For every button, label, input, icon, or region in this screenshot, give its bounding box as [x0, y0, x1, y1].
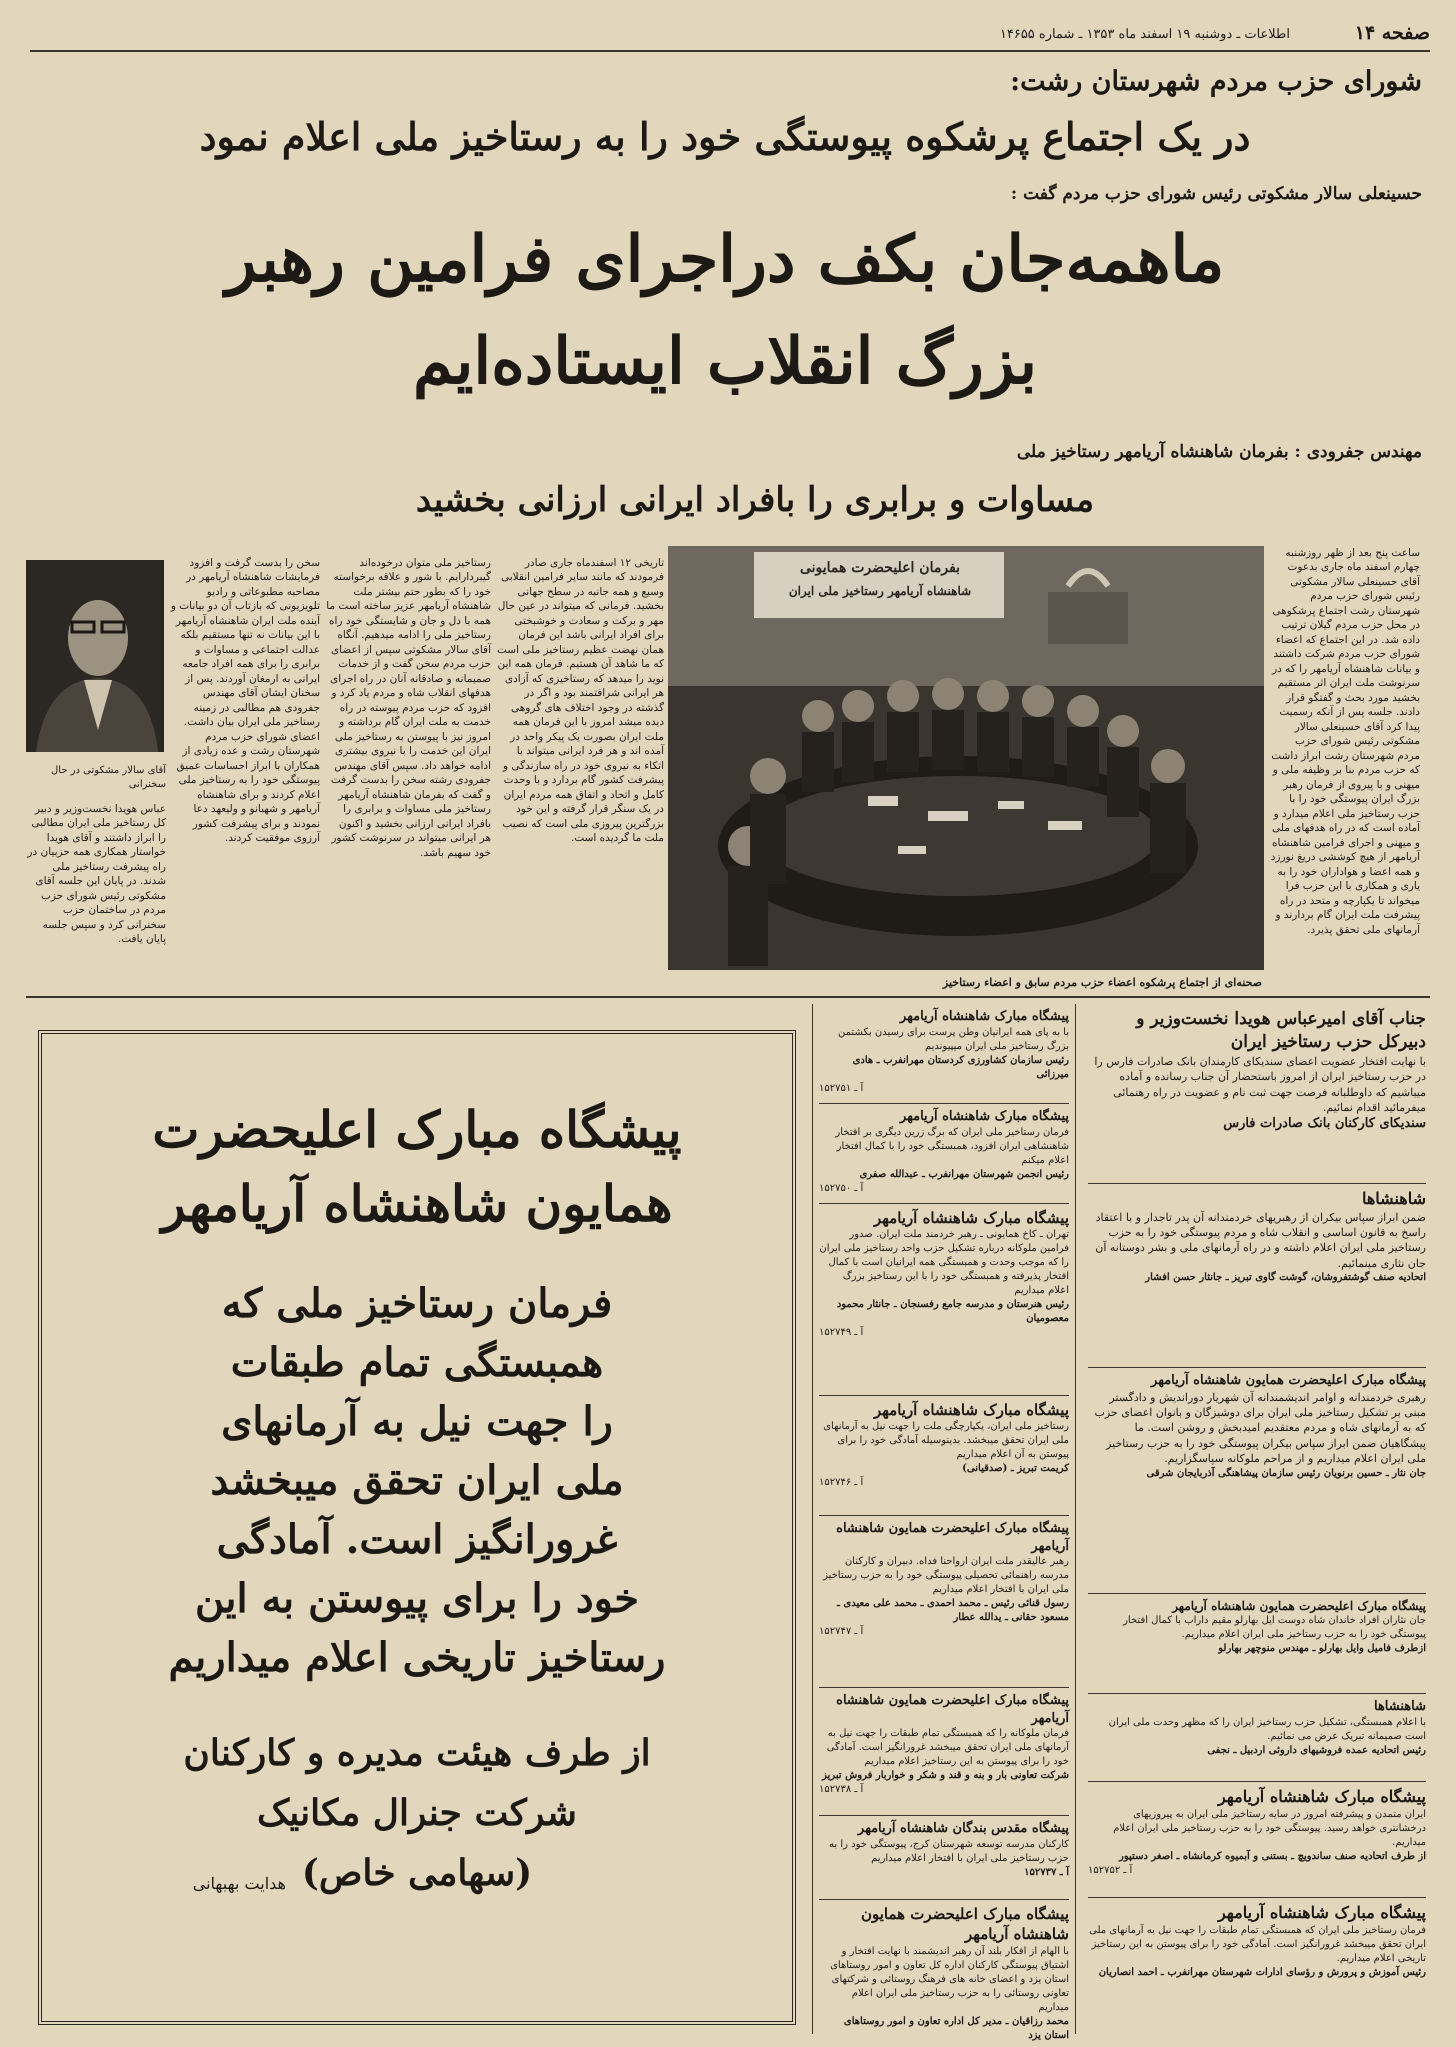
section-rule: [26, 996, 1430, 998]
right-ad-5-body: با اعلام همبستگی، تشکیل حزب رستاخیز ایران را که مظهر وحدت ملی ایران است صمیمانه تبریک عرض می نمائیم.: [1108, 1716, 1426, 1742]
big-ad-from-2: شرکت جنرال مکانیک: [257, 1792, 577, 1834]
mid-ad-3-body: تهران ـ کاخ همایونی ـ رهبر خردمند ملت ایران. صدور فرامین ملوکانه درباره تشکیل حزب واحد رستاخیز ملی ایران را که موجب وحدت و همبستگی همه ایرانیان است با کمال افتخار پذیرفته و همبستگی خود را با این رستاخیز بزرگ اعلام میداریم: [819, 1229, 1069, 1297]
big-ad-line-7: رستاخیز تاریخی اعلام میداریم: [168, 1634, 666, 1681]
right-ad-7-sign: رئیس آموزش و پرورش و رؤسای ادارات شهرستان مهرانفرب ـ احمد انصاریان: [1098, 1966, 1426, 1978]
right-ad-4-title: پیشگاه مبارک اعلیحضرت همایون شاهنشاه آریامهر: [1172, 1599, 1426, 1613]
article-col-mid-left: رستاخیز ملی متوان درخوده‌اند گیبردارایم. با شور و علاقه برخواسته خود را که بطور حتم بیشتر ملت شاهنشاه آریامهر عزیز ساخته است ما همه با دل و جان و شایستگی خود راه رستاخیز ملی را ادامه میدهیم. آنگاه آقای سالار مشکوتی سپس از اعضای حزب مردم سخن گفت و از خدمات صمیمانه و صادقانه آنان در راه اجرای هدفهای انقلاب شاه و مردم یاد کرد و افزود که حزب مردم پیوسته در راه خدمت به ملت ایران گام برداشته و امروز نیز با پیوستن به رستاخیز ملی ایران این خدمت را با نیروی بیشتری ادامه خواهد داد. سپس آقای مهندس جفرودی رشته سخن را بدست گرفت و گفت که بفرمان شاهنشاه آریامهر رستاخیز ملی مساوات و برابری را بافراد ایرانی ارزانی بخشید و اکنون هر ایرانی میتواند در سرنوشت کشور خود سهیم باشد.: [326, 557, 491, 859]
mid-ad-2-sign: رئیس انجمن شهرستان مهرانفرب ـ عبدالله صفری: [859, 1168, 1069, 1180]
right-ad-6-body: ایران متمدن و پیشرفته امروز در سایه رستاخیز ملی ایران به پیروزیهای درخشانتری خواهد رسید. پیوستگی خود را به حزب رستاخیز ملی ایران اعلام میداریم.: [1113, 1808, 1426, 1848]
right-ad-3: [1088, 1372, 1426, 1594]
mid-ad-7: [819, 1820, 1069, 1900]
mid-ad-7-sign: آ ـ ۱۵۲۷۳۷: [1024, 1866, 1069, 1878]
right-ad-1-title: جناب آقای امیرعباس هویدا نخست‌وزیر و دبیرکل حزب رستاخیز ایران: [1136, 1009, 1426, 1052]
right-ad-5-sign: رئیس اتحادیه عمده فروشیهای داروئی اردبیل ـ نجفی: [1207, 1744, 1426, 1756]
mid-ad-5-code: آ ـ ۱۵۲۷۴۷: [819, 1626, 864, 1638]
mid-ad-8: [819, 1904, 1069, 2041]
big-ad-body: [42, 1274, 792, 1687]
right-ad-6-sign: از طرف اتحادیه صنف ساندویچ ـ بستنی و آبمیوه کرمانشاه ـ اصغر دستپور: [1119, 1850, 1426, 1862]
right-ad-6-title: پیشگاه مبارک شاهنشاه آریامهر: [1217, 1787, 1426, 1806]
right-ad-4: [1088, 1598, 1426, 1694]
engineer-kicker: مهندس جفرودی : بفرمان شاهنشاه آریامهر رستاخیز ملی: [1016, 442, 1422, 462]
article-col-far-left: عباس هویدا نخست‌وزیر و دبیر کل رستاخیز ملی ایران مطالبی را ابراز داشتند و آقای هویدا خواستار همکاری همه حزبیان در راه پیشرفت رستاخیز ملی شدند. در پایان این جلسه آقای مشکوتی رئیس شورای حزب مردم در ساختمان حزب سخنرانی کرد و سپس جلسه پایان یافت.: [27, 803, 166, 946]
mid-ad-1: [819, 1008, 1069, 1104]
article-col-left: سخن را بدست گرفت و افزود فرمایشات شاهنشاه آریامهر در مصاحبه مطبوعاتی و رادیو تلویزیونی که بازتاب آن دو بیانات و آینده ملت ایران شاهنشاه آریامهر با این بیانات نه تنها مستقیم بلکه عدالت اجتماعی و مساوات و برابری را برای همه افراد جامعه ایرانی به ارمغان آوردند. پس از سخنان ایشان آقای مهندس جفرودی هم مطالبی در زمینه رستاخیز ملی ایران بیان داشت. اعضای شورای حزب مردم شهرستان رشت و عده زیادی از همکاران با ابراز احساسات عمیق پیوستگی خود را به رستاخیز ملی اعلام کردند و برای شاهنشاه آریامهر و شهبانو و ولیعهد دعا نمودند و برای پیشرفت کشور آرزوی موفقیت کردند.: [170, 557, 320, 845]
article-col-right: ساعت پنج بعد از ظهر روزشنبه چهارم اسفند ماه جاری بدعوت آقای حسینعلی سالار مشکوتی رئیس شورای حزب مردم شهرستان رشت اجتماع پرشکوهی در محل حزب مردم گیلان ترتیب داده شد. در این اجتماع که اعضاء شورای حزب مردم شرکت داشتند و بیانات شاهنشاه آریامهر را که در سرنوشت ملت ایران اثر مستقیم بخشید مورد بحث و گفتگو قرار دادند. جلسه پس از آنکه رسمیت پیدا کرد آقای حسینعلی سالار مشکوتی رئیس شورای حزب مردم شهرستان رشت ابراز داشت که حزب مردم بنا بر وظیفه ملی و میهنی و با پیروی از فرمان رهبر بزرگ ایران پیوستگی خود را با حزب رستاخیز ملی اعلام میدارد و آماده است که در راه هدفهای ملی و میهنی و اجرای فرامین شاهنشاه آریامهر از هیچ کوششی دریغ نورزد و همه اعضا و هواداران خود را به یاری و همکاری با این حزب فرا میخواند تا یکپارچه و متحد در راه پیشرفت ملت ایران گام بردارند و آرمانهای ملی تحقق پذیرد.: [1270, 547, 1420, 936]
mid-ad-3-code: آ ـ ۱۵۲۷۴۹: [819, 1327, 864, 1339]
mid-ad-6-title: پیشگاه مبارک اعلیحضرت همایون شاهنشاه آریامهر: [836, 1693, 1069, 1726]
right-ad-3-body: رهبری خردمندانه و اوامر اندیشمندانه آن شهریار دوراندیش و دادگستر مبنی بر تشکیل رستاخیز ملی ایران برای دوشیزگان و بانوان اعضای حزب که به آرمانهای شاه و مردم معتقدیم امیدبخش و روشن است. ما پیشگاهیان ضمن ابراز سپاس بیکران پیوستگی خود را به حزب رستاخیز ملی ایران اعلام میداریم و از مراحم ملوکانه سپاسگزاریم.: [1094, 1390, 1426, 1466]
big-ad-line-4: ملی ایران تحقق میبخشد: [210, 1457, 624, 1504]
mid-ad-2: [819, 1108, 1069, 1204]
mid-ad-8-sign: محمد رزاقیان ـ مدیر کل اداره تعاون و امور روستاهای استان یزد: [843, 2015, 1069, 2041]
article-col-mid-right: تاریخی ۱۲ اسفندماه جاری صادر فرمودند که مانند سایر فرامین انقلابی وسیع و همه جانبه در سطح جهانی بخشید. فرمانی که میتواند در عین حال مهر و برکت و سعادت و خوشبختی برای افراد ایرانی باشد این فرمان همان نهضت عظیم رستاخیز ملی است که ما شاهد آن هستیم. فرمان همه این نوید را میدهد که رستاخیزی که آزادی هر ایرانی شرافتمند بود و اگر در گذشته در وجود اختلاف های گروهی دیده میشد امروز با این فرمان همه ملت ایران بصورت یک پیکر واحد در آمده اند و هر فرد ایرانی میتواند با اتکاء به نیروی خود در راه سازندگی و پیشرفت کشور گام بردارد و با وحدت کامل و اتحاد و اتفاق همه مردم ایران در یک سنگر قرار گرفته و این خود بزرگترین پیروزی ملی است که نصیب ملت ما گردیده است.: [497, 557, 664, 845]
mid-ad-4-body: رستاخیز ملی ایران، یکپارچگی ملت را جهت نیل به آرمانهای ملی ایران تحقق میبخشد. بدینوسیله آمادگی خود را برای پیوستن به آن اعلام میداریم: [823, 1421, 1069, 1461]
big-ad-title-2: همایون شاهنشاه آریامهر: [161, 1174, 673, 1233]
main-headline-2: بزرگ انقلاب ایستاده‌ایم: [413, 324, 1037, 399]
right-ad-5: [1088, 1698, 1426, 1782]
big-ad-signature: هدایت بهبهانی: [192, 1874, 286, 1893]
masthead-rule: [30, 50, 1430, 52]
mid-ad-5-body: رهبر عالیقدر ملت ایران ارواحنا فداه. دبیران و کارکنان مدرسه راهنمائی تحصیلی پیوستگی خود را به حزب رستاخیز ملی ایران با افتخار اعلام میداریم: [823, 1556, 1069, 1596]
page-label: صفحه ۱۴: [1354, 22, 1430, 44]
mid-ad-2-title: پیشگاه مبارک شاهنشاه آریامهر: [899, 1109, 1069, 1124]
speaker-silhouette: [26, 560, 164, 752]
right-ad-2-sign: اتحادیه صنف گوشتفروشان، گوشت گاوی تبریز ـ جانثار حسن افشار: [1145, 1272, 1426, 1284]
right-ad-7-title: پیشگاه مبارک شاهنشاه آریامهر: [1217, 1903, 1426, 1922]
main-headline-1: ماهمه‌جان بکف دراجرای فرامین رهبر: [225, 222, 1225, 297]
right-ad-6-code: آ ـ ۱۵۲۷۵۲: [1088, 1864, 1133, 1876]
right-ad-2-title: شاهنشاها: [1361, 1189, 1426, 1208]
mid-ad-8-body: با الهام از افکار بلند آن رهبر اندیشمند با نهایت افتخار و اشتیاق پیوستگی کارکنان اداره کل تعاون و امور روستاهای استان یزد و اعضای خانه های فرهنگ روستائی و شرکتهای تعاونی روستائی را به حزب رستاخیز ملی ایران اعلام میداریم: [830, 1945, 1069, 2013]
mid-ad-5-title: پیشگاه مبارک اعلیحضرت همایون شاهنشاه آریامهر: [836, 1521, 1069, 1554]
right-ad-3-sign: جان نثار ـ حسین برنویان رئیس سازمان پیشاهنگی آذربایجان شرقی: [1146, 1467, 1426, 1479]
mid-ad-5-sign: رسول قنائی رئیس ـ محمد احمدی ـ محمد علی معیدی ـ مسعود حقانی ـ یدالله عطار: [837, 1598, 1069, 1624]
speaker-photo: [26, 560, 164, 752]
headline: در یک اجتماع پرشکوه پیوستگی خود را به رستاخیز ملی اعلام نمود: [199, 114, 1251, 159]
mid-ad-4-sign: کریمت تبریز ـ (صدقیانی): [962, 1463, 1069, 1475]
mid-ad-4: [819, 1400, 1069, 1516]
big-ad-title-1: پیشگاه مبارک اعلیحضرت: [152, 1100, 682, 1159]
mid-ad-3: [819, 1208, 1069, 1396]
issue-line: اطلاعات ـ دوشنبه ۱۹ اسفند ماه ۱۳۵۳ ـ شماره ۱۴۶۵۵: [999, 27, 1290, 42]
right-ad-6: [1088, 1786, 1426, 1898]
right-ad-7-body: فرمان رستاخیز ملی ایران که همبستگی تمام طبقات را جهت نیل به آرمانهای ملی ایران تحقق میبخشد غرورانگیز است. آمادگی خود را برای پیوستن به این رستاخیز تاریخی اعلام میداریم.: [1089, 1924, 1426, 1964]
mid-ad-6-body: فرمان ملوکانه را که همبستگی تمام طبقات را جهت نیل به آرمانهای ملی ایران تحقق میبخشد غرورانگیز است. آمادگی خود را برای پیوستن به این رستاخیز اعلام میداریم: [826, 1728, 1069, 1768]
mid-ad-6-code: آ ـ ۱۵۲۷۳۸: [819, 1784, 864, 1796]
mid-ad-1-title: پیشگاه مبارک شاهنشاه آریامهر: [899, 1009, 1069, 1024]
right-ads-column: [1084, 1004, 1430, 2034]
right-ad-2: [1088, 1188, 1426, 1368]
masthead: [30, 22, 1430, 48]
meeting-banner-line-2: شاهنشاه آریامهر رستاخیز ملی ایران: [788, 584, 972, 598]
mid-ad-2-body: فرمان رستاخیز ملی ایران که برگ زرین دیگری بر افتخار شاهنشاهی ایران افزود، همبستگی خود را با کمال افتخار اعلام میکنم: [835, 1126, 1069, 1166]
big-ad-from-3: (سهامی خاص): [301, 1852, 533, 1894]
big-ad-line-1: فرمان رستاخیز ملی که: [221, 1280, 613, 1327]
mid-ad-7-body: کارکنان مدرسه توسعه شهرستان کرج، پیوستگی خود را به حزب رستاخیز ملی ایران با افتخار اعلام میداریم: [829, 1838, 1069, 1864]
right-ad-1: [1088, 1008, 1426, 1184]
mid-ad-2-code: آ ـ ۱۵۲۷۵۰: [819, 1182, 864, 1194]
meeting-scene: [668, 546, 1264, 970]
big-ad-line-6: خود را برای پیوستن به این: [194, 1575, 640, 1622]
kicker: شورای حزب مردم شهرستان رشت:: [1010, 66, 1422, 97]
engineer-headline: مساوات و برابری را بافراد ایرانی ارزانی بخشید: [415, 480, 1095, 520]
right-ad-7: [1088, 1902, 1426, 2030]
big-ad-line-3: را جهت نیل به آرمانهای: [221, 1398, 613, 1445]
meeting-photo-caption: صحنه‌ای از اجتماع پرشکوه اعضاء حزب مردم سابق و اعضاء رستاخیز: [942, 976, 1262, 989]
meeting-photo: [668, 546, 1264, 970]
mid-ad-1-code: آ ـ ۱۵۲۷۵۱: [819, 1082, 864, 1094]
mid-ad-5: [819, 1520, 1069, 1688]
mid-ad-4-code: آ ـ ۱۵۲۷۴۶: [819, 1477, 864, 1489]
big-ad-line-5: غرورانگیز است. آمادگی: [216, 1516, 618, 1563]
mid-ad-6: [819, 1692, 1069, 1816]
right-ad-1-sign: سندیکای کارکنان بانک صادرات فارس: [1223, 1116, 1426, 1132]
speaker-photo-caption: آقای سالار مشکوتی در حال سخنرانی: [51, 765, 166, 790]
meeting-banner-line-1: بفرمان اعلیحضرت همایونی: [799, 560, 961, 576]
mid-ad-8-title: پیشگاه مبارک اعلیحضرت همایون شاهنشاه آریامهر: [860, 1905, 1069, 1944]
subkicker: حسینعلی سالار مشکوتی رئیس شورای حزب مردم گفت :: [1010, 184, 1422, 204]
big-ad-line-2: همبستگی تمام طبقات: [230, 1339, 604, 1386]
big-ad-from-1: از طرف هیئت مدیره و کارکنان: [183, 1732, 651, 1774]
mid-ad-3-title: پیشگاه مبارک شاهنشاه آریامهر: [873, 1209, 1069, 1227]
mid-ad-4-title: پیشگاه مبارک شاهنشاه آریامهر: [873, 1401, 1069, 1419]
mid-ad-1-body: با به پای همه ایرانیان وطن پرست برای رسیدن بکشتمن بزرگ رستاخیز ملی ایران میپیوندیم: [838, 1026, 1069, 1052]
right-ad-1-body: با نهایت افتخار عضویت اعضای سندیکای کارمندان بانک صادرات فارس را در حزب رستاخیز ایران از امروز باستحضار آن جناب رسانده و آماده میباشیم که داوطلبانه فرصت جهت ثبت نام و عضویت در راه رهنمائی میفرمائید اقدام نمائیم.: [1094, 1054, 1426, 1115]
big-ad-frame: [38, 1030, 796, 2025]
right-ad-5-title: شاهنشاها: [1373, 1699, 1426, 1714]
mid-ad-6-sign: شرکت تعاونی بار و بنه و قند و شکر و خواربار فروش تبریز: [821, 1770, 1069, 1782]
right-ad-3-title: پیشگاه مبارک اعلیحضرت همایون شاهنشاه آریامهر: [1151, 1373, 1426, 1388]
right-ad-4-body: جان نثاران افراد خاندان شاه دوست ایل بهارلو مقیم داراب با کمال افتخار پیوستگی خود را به حزب رستاخیز ملی ایران اعلام میداریم.: [1123, 1615, 1426, 1641]
middle-ads-column: [812, 1004, 1076, 2041]
mid-ad-7-title: پیشگاه مقدس بندگان شاهنشاه آریامهر: [857, 1821, 1069, 1836]
mid-ad-3-sign: رئیس هنرستان و مدرسه جامع رفسنجان ـ جانثار محمود معصومیان: [836, 1299, 1069, 1325]
mid-ad-1-sign: رئیس سازمان کشاورزی کردستان مهرانفرب ـ هادی میرزائی: [852, 1054, 1069, 1080]
right-ad-4-sign: ازطرف فامیل وایل بهارلو ـ مهندس منوچهر بهارلو: [1218, 1643, 1426, 1655]
right-ad-2-body: ضمن ابراز سپاس بیکران از رهبریهای خردمندانه آن پدر تاجدار و با اعتقاد راسخ به قانون اساسی و انقلاب شاه و مردم پیوستگی خود را به حزب رستاخیز ملی ایران اعلام داشته و در راه آرمانهای ملی و بشر دوستانه آن جان نثاری مینمائیم.: [1095, 1210, 1426, 1270]
